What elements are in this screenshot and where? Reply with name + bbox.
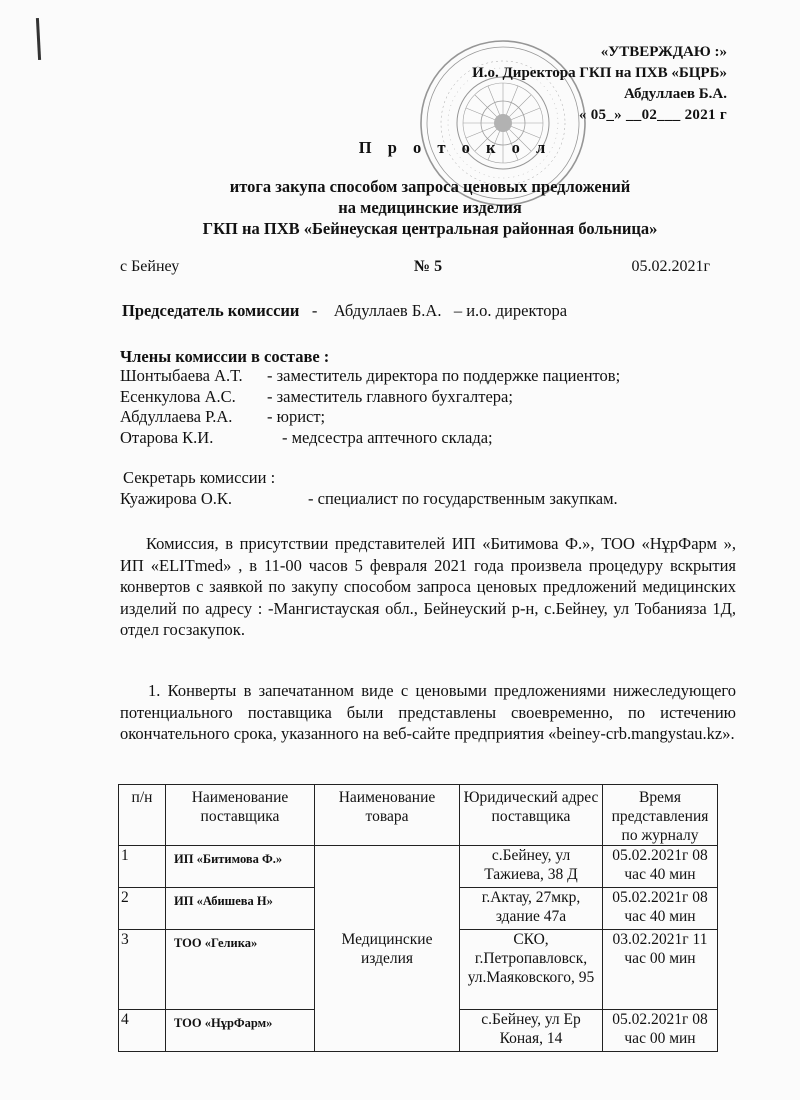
header-goods: Наименование товара xyxy=(315,785,460,846)
supplier-address: СКО, г.Петропавловск, ул.Маяковского, 95 xyxy=(460,930,603,1010)
header-supplier: Наименование поставщика xyxy=(166,785,315,846)
row-number: 1 xyxy=(119,846,166,888)
chair-label: Председатель комиссии xyxy=(122,301,300,320)
supplier-name: ИП «Битимова Ф.» xyxy=(166,846,315,888)
supplier-name: ТОО «Гелика» xyxy=(166,930,315,1010)
member-name: Шонтыбаева А.Т. xyxy=(120,366,243,385)
supplier-address: с.Бейнеу, ул Ер Коная, 14 xyxy=(460,1010,603,1052)
member-role: - медсестра аптечного склада; xyxy=(282,427,493,447)
header-address: Юридический адрес поставщика xyxy=(460,785,603,846)
approval-heading: «УТВЕРЖДАЮ :» xyxy=(600,44,727,60)
envelopes-paragraph: 1. Конверты в запечатанном виде с ценовыми предложениями нижеследующего потенциального поставщика были представлены своевременно, по истечению окончательного срока, указанного на веб-сайте предприятия «beiney-crb.mangystau.kz». xyxy=(120,681,736,743)
approval-date: « 05_» __02___ 2021 г xyxy=(578,107,727,123)
member-role: - заместитель главного бухгалтера; xyxy=(267,386,513,406)
document-date: 05.02.2021г xyxy=(631,258,710,275)
document-subject xyxy=(0,176,800,239)
subject-line-1: итога закупа способом запроса ценовых предложений xyxy=(229,177,631,196)
supplier-name: ТОО «НұрФарм» xyxy=(166,1010,315,1052)
approval-position: И.о. Директора ГКП на ПХВ «БЦРБ» xyxy=(472,65,727,81)
document-number: № 5 xyxy=(414,258,443,275)
binder-mark xyxy=(36,18,41,60)
member-name: Есенкулова А.С. xyxy=(120,386,236,406)
row-number: 2 xyxy=(119,888,166,930)
member-name: Отарова К.И. xyxy=(120,427,214,447)
secretary-row xyxy=(120,489,618,509)
goods-name: Медицинские изделия xyxy=(315,846,460,1052)
submission-time: 05.02.2021г 08 час 00 мин xyxy=(603,1010,718,1052)
member-role: - юрист; xyxy=(267,407,326,426)
subject-line-2: на медицинские изделия xyxy=(338,198,522,217)
table-row xyxy=(119,846,718,888)
subject-line-3: ГКП на ПХВ «Бейнеуская центральная районная больница» xyxy=(202,219,658,238)
member-role: - заместитель директора по поддержке пациентов; xyxy=(267,366,621,385)
chair-name-role: - Абдуллаев Б.А. – и.о. директора xyxy=(299,301,568,320)
place-number-date xyxy=(120,258,710,280)
row-number: 4 xyxy=(119,1010,166,1052)
approval-block xyxy=(427,42,727,126)
supplier-name: ИП «Абишева Н» xyxy=(166,888,315,930)
header-time: Время представления по журналу xyxy=(603,785,718,846)
submission-time: 05.02.2021г 08 час 40 мин xyxy=(603,846,718,888)
secretary-role: - специалист по государственным закупкам. xyxy=(308,489,618,508)
table-header-row xyxy=(119,785,718,846)
submission-time: 05.02.2021г 08 час 40 мин xyxy=(603,888,718,930)
row-number: 3 xyxy=(119,930,166,1010)
header-number: п/н xyxy=(119,785,166,846)
commission-chair xyxy=(122,301,567,321)
document-place: с Бейнеу xyxy=(120,258,180,275)
supplier-address: с.Бейнеу, ул Тажиева, 38 Д xyxy=(460,846,603,888)
submission-time: 03.02.2021г 11 час 00 мин xyxy=(603,930,718,1010)
suppliers-table xyxy=(118,784,718,1052)
approval-name: Абдуллаев Б.А. xyxy=(623,86,727,102)
opening-paragraph: Комиссия, в присутствии представителей ИП «Битимова Ф.», ТОО «НұрФарм », ИП «ELITmed» , в 11-00 часов 5 февраля 2021 года произвела процедуру вскрытия конвертов с заявкой по закупу способом запроса ценовых предложений медицинских изделий по адресу : -Мангистауская обл., Бейнеуский р-н, с.Бейнеу, ул Тобанияза 1Д, отдел госзакупок. xyxy=(120,534,736,639)
document-title: П р о т о к о л xyxy=(358,138,552,157)
members-title: Члены комиссии в составе : xyxy=(120,347,330,366)
secretary-title: Секретарь комиссии : xyxy=(123,468,276,487)
supplier-address: г.Актау, 27мкр, здание 47а xyxy=(460,888,603,930)
member-name: Абдуллаева Р.А. xyxy=(120,407,233,426)
secretary-name: Куажирова О.К. xyxy=(120,489,233,508)
